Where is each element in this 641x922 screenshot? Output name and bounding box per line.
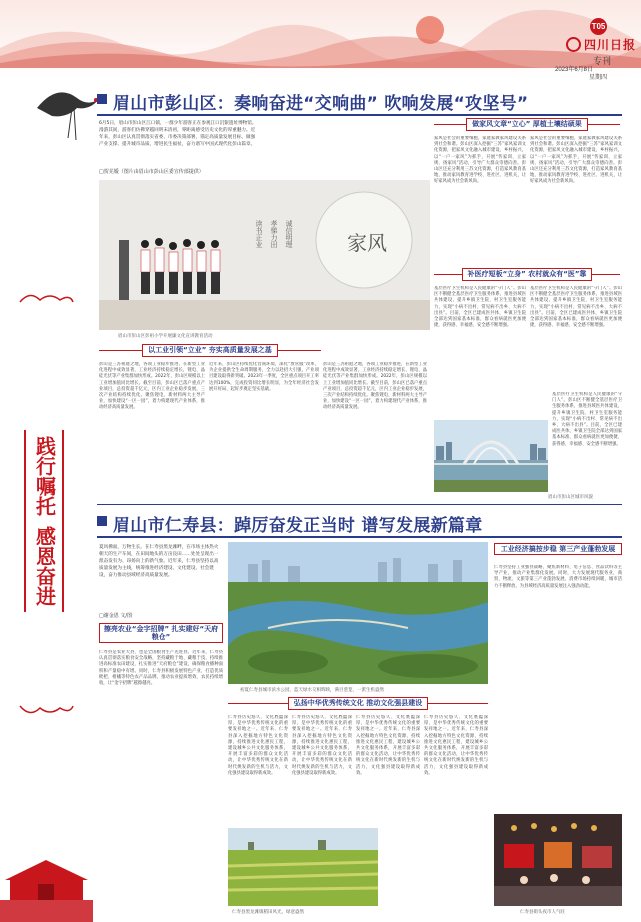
svg-text:读书正业: 读书正业 [255,220,263,248]
article1-byline: □贺芜嫒（图片由眉山市彭山区委宣传部提供） [99,169,204,175]
article2-section2-col3: 仁寿县历史悠久、文化底蕴深厚，是中华优秀传统文化的重要发祥地之一。近年来，仁寿县深入挖掘地方特色文化资源，持续推进文化惠民工程，建设城乡公共文化服务体系，开展丰富多彩的群众文化活动，让中华优秀传统文化在新时代焕发新的生机与活力，文化强县建设取得新成效。 [356,715,420,776]
photo-wall-text: 家风 [347,231,387,255]
article2-lead: 夏风拂面，万物生长。在仁寿县黑龙滩畔，在市场主体热火朝天的生产车间，在田间地头的万亩良田……处处呈现出一派奋发有为、昂扬向上的新气象。近年来，仁寿县坚持以高质量发展为主线，统筹推进经济建设、文化建设、社会建设，奋力推动县域经济高质量发展。 [99,545,219,578]
headline-marker-icon [97,94,107,104]
article-divider [97,504,622,505]
masthead [0,0,641,80]
cloud-ornament-icon [15,700,75,718]
article1-main-photo [99,180,430,330]
section-label: 专刊 [593,56,612,66]
article1-photo-caption: 眉山市彭山区彭祖小学开展廉文化宣讲教育活动 [118,334,213,339]
article1-bridge-caption: 眉山市彭山区城市风貌 [548,495,593,500]
paper-name: 四川日报 [584,38,637,52]
article2-field-caption: 仁寿县黑龙滩镇稻田风光，绿意盎然 [232,910,304,915]
article1-section1-col3: 彭山是三苏祖庭之地，各项工业稳步推进，在新型工业化进程中成效显著，工业经济持续稳定增长，锂电、晶硅光伏等产业集群加快形成。2022年，彭山区规模以上工业增加值同比增长。截至目前，彭山区已落户重点产业项目，总投资超千亿元，区内工业企业稳步发展，三次产业结构持续优化。聚焦锂电、新材料两大主导产业，加快建设“一区一园”，着力构建现代产业体系，推动经济高质量发展。 [323,362,427,411]
article1-section2-col2: 家风是社会的重要细胞，家庭家教家风建设关系到社会和谐。彭山区深入挖掘“三苏”家风家训文化资源，把家风文化融入城市建设、乡村振兴，以“一户一家风”为抓手，开展“传家训、立家规、扬家风”活动，引导广大群众崇德向善。彭山区还充分利用三苏文化资源，打造家风教育基地，推动家风教育进学校、进社区、进机关，让好家风成为社会新风尚。 [530,136,622,185]
article2-park-photo [228,542,488,684]
article1-lead: 6月5日，眉山市彭山区江口镇，一群少年游客正在参观江口沉银遗址博物馆。漫游其间，游客们仿佛穿越回明末清初，零距离感受历史文化的厚重魅力。近年来，彭山区认真贯彻落实省委、市委决策部署，锚定高质量发展目标，做强产业支撑、提升城市品质、增进民生福祉，奋力谱写中国式现代化彭山篇章。 [99,121,257,147]
page-code-badge: T05 [590,18,607,35]
article1-section1-col2: 近年来，彭山区持续优化营商环境，深化“放管服”改革，为企业提供全生命周期服务，全力以赴招大引强，产业项目建设取得新突破。2023年一季度，全区重点项目开工率达到100%，完成投资同比增长明显，为全年经济社会发展开好局、起好步奠定坚实基础。 [209,362,319,392]
article2-section3-title [494,542,622,555]
article1-lead-cont [266,120,426,170]
article2-section2-col2: 仁寿县历史悠久、文化底蕴深厚，是中华优秀传统文化的重要发祥地之一。近年来，仁寿县深入挖掘地方特色文化资源，持续推进文化惠民工程，建设城乡公共文化服务体系，开展丰富多彩的群众文化活动，让中华优秀传统文化在新时代焕发新的生机与活力，文化强县建设取得新成效。 [292,715,352,776]
article2-section2-col1: 仁寿县历史悠久、文化底蕴深厚，是中华优秀传统文化的重要发祥地之一。近年来，仁寿县深入挖掘地方特色文化资源，持续推进文化惠民工程，建设城乡公共文化服务体系，开展丰富多彩的群众文化活动，让中华优秀传统文化在新时代焕发新的生机与活力，文化强县建设取得新成效。 [228,715,288,776]
cloud-ornament-icon [15,290,75,308]
section-title-text: 做家风文章“立心” 厚植土壤结硕果 [466,118,588,131]
article2-headline: 眉山市仁寿县：踔厉奋发正当时 谱写发展新篇章 [113,516,483,536]
article2-market-photo [494,814,622,906]
article2-park-caption: 初夏仁寿县城市滨水公园，蓝天绿水交相辉映，满目葱茏，一派生机盎然 [240,688,384,693]
issue-weekday: 星期四 [589,75,608,81]
article2-byline: □谢金恩 文/图 [99,613,132,619]
headline-rule [97,536,622,538]
svg-text:孝悌力田: 孝悌力田 [270,220,278,248]
article1-headline: 眉山市彭山区：奏响奋进“交响曲” 吹响发展“攻坚号” [113,94,529,114]
article1-section2-col1: 家风是社会的重要细胞，家庭家教家风建设关系到社会和谐。彭山区深入挖掘“三苏”家风家训文化资源，把家风文化融入城市建设、乡村振兴，以“一户一家风”为抓手，开展“传家训、立家规、扬家风”活动，引导广大群众崇德向善。彭山区还充分利用三苏文化资源，打造家风教育基地，推动家风教育进学校、进社区、进机关，让好家风成为社会新风尚。 [434,136,526,185]
article1-section1-title [99,344,321,357]
article2-section1-title [99,626,223,639]
section-title-text: 以工业引领“立业” 夯实高质量发展之基 [142,344,278,357]
article1-bridge-photo [434,420,548,492]
headline-rule [97,114,622,116]
headline-marker-icon [97,516,107,526]
section-title-text: 补医疗短板“立身” 农村就众有“医”靠 [462,268,593,281]
article2-section2-title [228,697,488,710]
article2-section1-col: 仁寿县是农业大县，也是全国粮食生产先进县。近年来，仁寿县认真贯彻落实粮食安全战略，坚持藏粮于地、藏粮于技，持续推进高标准农田建设，扎实推进“天府粮仓”建设，确保粮食播种面积和产量稳中有增。同时，仁寿县积极发展特色产业，打造优质枇杷、柑橘等特色农产品品牌，推动农业提质增效、农民持续增收，让“金字招牌”越擦越亮。 [99,650,223,687]
newspaper-logo-icon [566,37,581,52]
article1-section1-col1: 彭山是三苏祖庭之地，各项工业稳步推进，在新型工业化进程中成效显著，工业经济持续稳定增长，锂电、晶硅光伏等产业集群加快形成。2022年，彭山区规模以上工业增加值同比增长。截至目前，彭山区已落户重点产业项目，总投资超千亿元，区内工业企业稳步发展，三次产业结构持续优化。聚焦锂电、新材料两大主导产业，加快建设“一区一园”，着力构建现代产业体系，推动经济高质量发展。 [99,362,205,411]
section-title-text: 工业经济搞按步稳 第三产业蓬勃发展 [494,543,622,555]
pavilion-icon [0,840,93,922]
article2-market-caption: 仁寿县街头夜市人气旺 [520,910,565,915]
slogan-vertical [24,430,64,612]
article2-section3-col: 仁寿县坚持工业强县战略，聚焦新材料、电子信息、食品饮料等主导产业，推动产业集群化发展。同时，大力发展现代服务业，商贸、物流、文旅等第三产业蓬勃发展，消费市场持续回暖，城市活力不断释放，为县域经济高质量发展注入强劲动能。 [494,565,622,589]
svg-text:诚信明理: 诚信明理 [285,220,293,248]
article1-section2-title [434,118,620,131]
article1-section3-col3: 基层医疗卫生机构是人民健康的“守门人”。彭山区不断健全基层医疗卫生服务体系，推进县域医共体建设，提升乡镇卫生院、村卫生室服务能力，实现“小病不出村、常见病不出乡、大病不出县”。目前，全区已建成医共体，乡镇卫生院全部达到国家基本标准，群众看病就医更加便捷，获得感、幸福感、安全感不断增强。 [552,392,622,447]
article2-section2-col4: 仁寿县历史悠久、文化底蕴深厚，是中华优秀传统文化的重要发祥地之一。近年来，仁寿县深入挖掘地方特色文化资源，持续推进文化惠民工程，建设城乡公共文化服务体系，开展丰富多彩的群众文化活动，让中华优秀传统文化在新时代焕发新的生机与活力，文化强县建设取得新成效。 [424,715,488,776]
left-strip [0,140,93,922]
slogan-line-2: 感恩奋进 [32,526,57,606]
issue-date: 2023年6月8日 [555,67,594,73]
section-title-text: 擦亮农业“金字招牌” 扎实建好“天府粮仓” [99,623,223,643]
crane-icon [32,78,102,148]
article1-section3-col2: 基层医疗卫生机构是人民健康的“守门人”。彭山区不断健全基层医疗卫生服务体系，推进县域医共体建设，提升乡镇卫生院、村卫生室服务能力，实现“小病不出村、常见病不出乡、大病不出县”。目前，全区已建成医共体，乡镇卫生院全部达到国家基本标准，群众看病就医更加便捷，获得感、幸福感、安全感不断增强。 [530,286,622,329]
slogan-line-1: 践行嘱托 [32,436,57,516]
article2-field-photo [228,828,378,906]
section-title-text: 弘扬中华优秀传统文化 推动文化强县建设 [288,697,428,710]
article1-section3-title [434,268,620,281]
article1-section3-col1: 基层医疗卫生机构是人民健康的“守门人”。彭山区不断健全基层医疗卫生服务体系，推进县域医共体建设，提升乡镇卫生院、村卫生室服务能力，实现“小病不出村、常见病不出乡、大病不出县”。目前，全区已建成医共体，乡镇卫生院全部达到国家基本标准，群众看病就医更加便捷，获得感、幸福感、安全感不断增强。 [434,286,526,329]
wave-decoration [0,8,641,68]
